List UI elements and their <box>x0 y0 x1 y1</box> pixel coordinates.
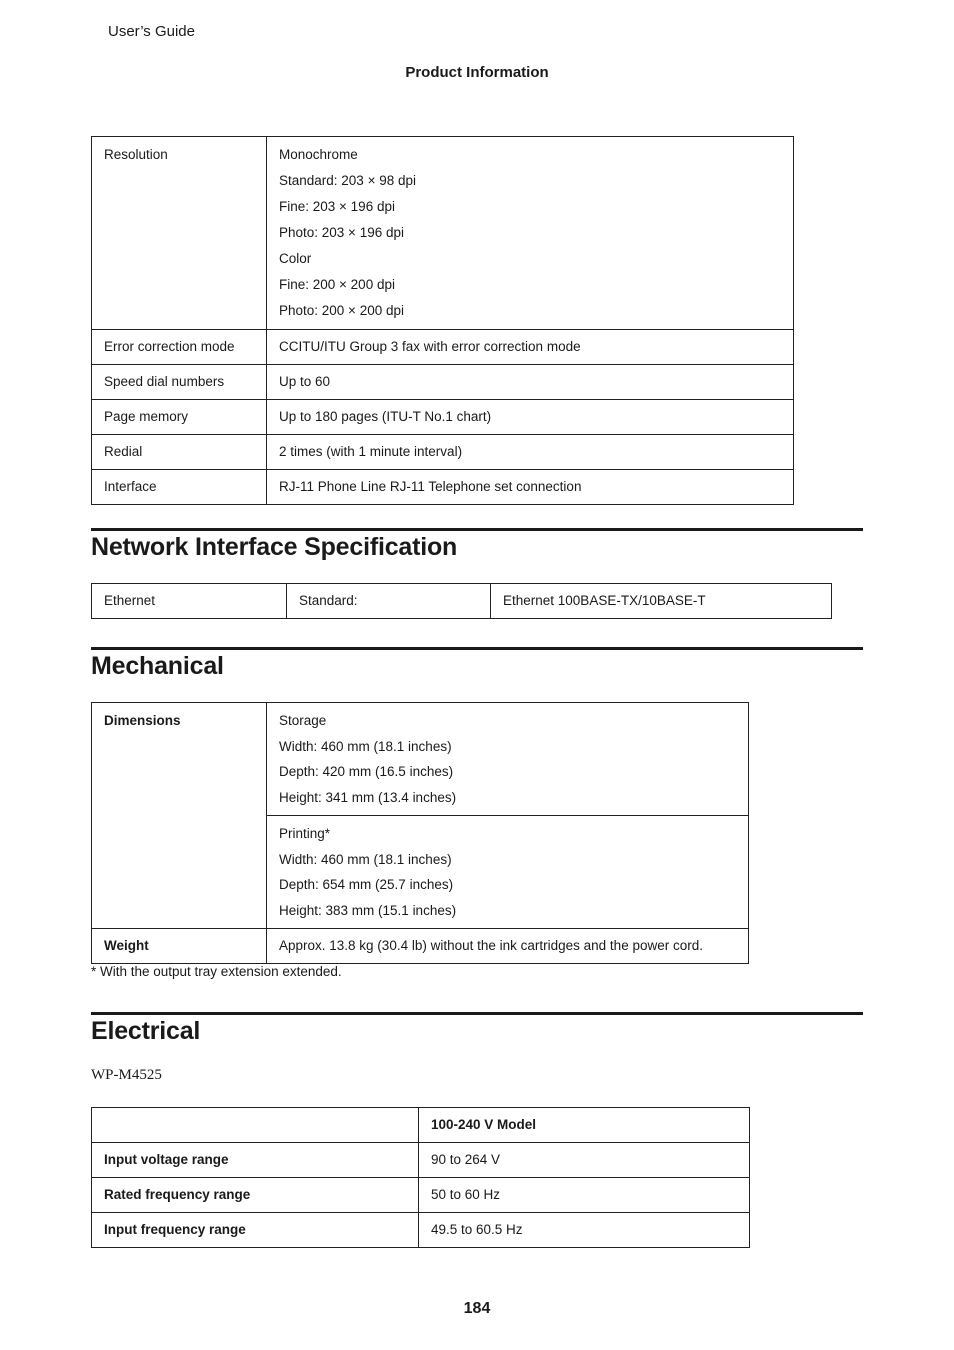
table-row <box>92 584 832 619</box>
weight-value: Approx. 13.8 kg (30.4 lb) without the ink cartridges and the power cord. <box>267 929 749 964</box>
fax-spec-table <box>91 136 794 505</box>
spec-value <box>267 137 794 330</box>
dimension-line: Width: 460 mm (18.1 inches) <box>279 738 452 754</box>
chapter-title: Product Information <box>405 64 549 81</box>
resolution-label: Resolution <box>104 147 168 162</box>
resolution-line: Photo: 200 × 200 dpi <box>279 303 404 318</box>
table-row <box>92 1213 750 1248</box>
table-row <box>92 929 749 964</box>
spec-label <box>92 137 267 330</box>
resolution-line: Color <box>279 251 312 266</box>
section-title-network: Network Interface Specification <box>91 533 458 561</box>
electrical-spec-table <box>91 1107 750 1248</box>
table-row <box>92 137 794 330</box>
spec-value: Up to 180 pages (ITU-T No.1 chart) <box>267 400 794 435</box>
network-standard-label: Standard: <box>287 584 491 619</box>
spec-label: Page memory <box>92 400 267 435</box>
resolution-line: Fine: 203 × 196 dpi <box>279 199 395 214</box>
spec-value: Up to 60 <box>267 365 794 400</box>
spec-value: RJ-11 Phone Line RJ-11 Telephone set connection <box>267 470 794 505</box>
page-number: 184 <box>463 1300 491 1317</box>
spec-value: 49.5 to 60.5 Hz <box>419 1213 750 1248</box>
spec-label: Rated frequency range <box>92 1178 419 1213</box>
dimension-line: Height: 341 mm (13.4 inches) <box>279 789 457 805</box>
model-name: WP-M4525 <box>91 1067 162 1083</box>
table-row <box>92 703 749 816</box>
table-row <box>92 400 794 435</box>
dimensions-label: Dimensions <box>104 713 181 728</box>
table-row <box>92 330 794 365</box>
mechanical-spec-table <box>91 702 749 964</box>
column-header: 100-240 V Model <box>419 1108 750 1143</box>
network-spec-table <box>91 583 832 619</box>
spec-label: Input frequency range <box>92 1213 419 1248</box>
table-row <box>92 470 794 505</box>
spec-label: Speed dial numbers <box>92 365 267 400</box>
resolution-line: Monochrome <box>279 147 358 162</box>
resolution-line: Fine: 200 × 200 dpi <box>279 277 395 292</box>
table-row <box>92 365 794 400</box>
spec-value: 90 to 264 V <box>419 1143 750 1178</box>
table-row <box>92 435 794 470</box>
resolution-line: Photo: 203 × 196 dpi <box>279 225 404 240</box>
printing-dimensions <box>267 816 749 929</box>
section-rule <box>91 528 863 531</box>
weight-label: Weight <box>92 929 267 964</box>
spec-value: 2 times (with 1 minute interval) <box>267 435 794 470</box>
spec-label <box>92 703 267 929</box>
section-rule <box>91 647 863 650</box>
section-title-mechanical: Mechanical <box>91 652 224 680</box>
dimension-line: Storage <box>279 713 327 728</box>
spec-value: 50 to 60 Hz <box>419 1178 750 1213</box>
footnote: * With the output tray extension extended. <box>91 964 342 979</box>
empty-header-cell <box>92 1108 419 1143</box>
running-header: User’s Guide <box>108 23 195 40</box>
dimension-line: Depth: 420 mm (16.5 inches) <box>279 764 454 779</box>
table-row <box>92 1108 750 1143</box>
resolution-line: Standard: 203 × 98 dpi <box>279 173 416 188</box>
network-type: Ethernet <box>92 584 287 619</box>
dimension-line: Depth: 654 mm (25.7 inches) <box>279 877 454 892</box>
dimension-line: Width: 460 mm (18.1 inches) <box>279 851 452 867</box>
storage-dimensions <box>267 703 749 816</box>
section-title-electrical: Electrical <box>91 1017 201 1045</box>
spec-label: Redial <box>92 435 267 470</box>
dimension-line: Height: 383 mm (15.1 inches) <box>279 902 457 918</box>
network-standard-value: Ethernet 100BASE-TX/10BASE-T <box>491 584 832 619</box>
section-rule <box>91 1012 863 1015</box>
spec-label: Interface <box>92 470 267 505</box>
spec-label: Error correction mode <box>92 330 267 365</box>
spec-value: CCITU/ITU Group 3 fax with error correction mode <box>267 330 794 365</box>
spec-label: Input voltage range <box>92 1143 419 1178</box>
table-row <box>92 1178 750 1213</box>
dimension-line: Printing* <box>279 826 331 841</box>
table-row <box>92 1143 750 1178</box>
